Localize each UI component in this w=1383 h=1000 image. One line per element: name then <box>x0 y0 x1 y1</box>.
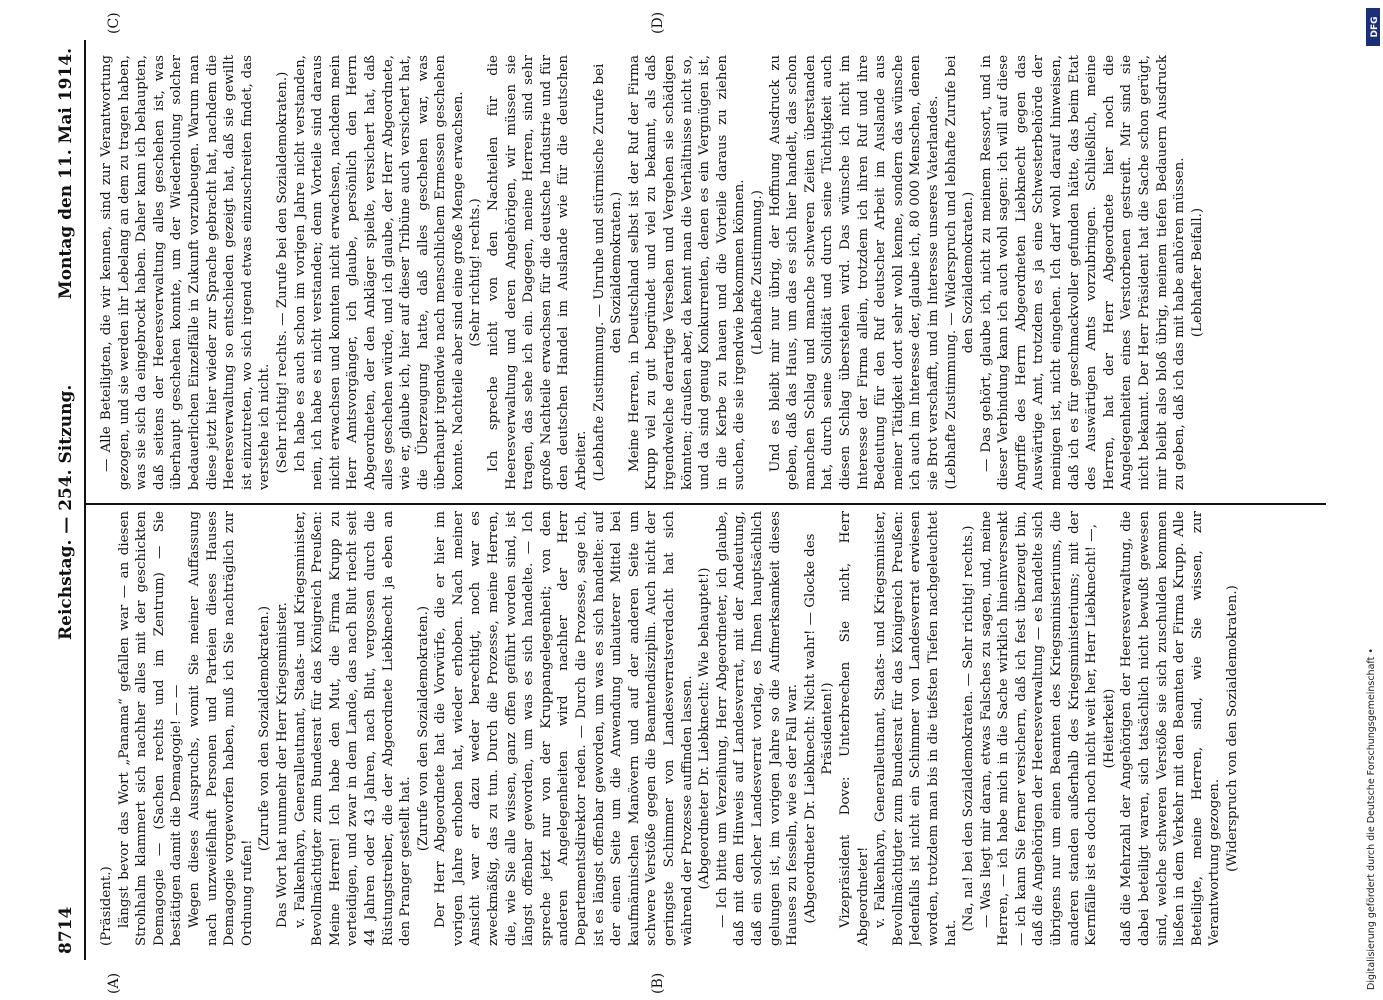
paragraph: (Na, na! bei den Sozialdemokraten. — Sehr richtig! rechts.) <box>961 525 977 932</box>
rotated-newspaper-page <box>50 11 1340 994</box>
paragraph: Ich spreche nicht von den Nachteilen für die Heeresverwaltung und deren Angehörigen, wir müssen sie tragen, das sehe ich ein. Dagegen, meine Herren, sind sehr große Nachteile erwachsen für die deutsche Industrie und für den deutschen Handel im Auslande wie für die deutschen Arbeiter. <box>486 55 590 490</box>
paragraph: (Zurufe von den Sozialdemokraten.) <box>257 605 273 852</box>
margin-letter-d: (D) <box>650 11 666 34</box>
dfg-logo-text: DFG <box>1370 16 1380 38</box>
paragraph: (Zurufe von den Sozialdemokraten.) <box>415 605 431 852</box>
left-text-column <box>98 511 1323 946</box>
dfg-logo <box>1366 8 1380 46</box>
paragraph: v. Falkenhayn, Generalleutnant, Staats- und Kriegsminister, Bevollmächtigter zum Bundesrat für das Königreich Preußen: Meine Herren! Ich habe den Mut, die Firma Krupp zu verteidigen, und zwar in dem Lande, das nach Blut riecht seit 44 Jahren oder 43 Jahren, nach Blut, vergossen durch die Rüstungstreiber, die der Abgeordnete Liebknecht ja eben an den Pranger gestellt hat. <box>292 511 414 946</box>
paragraph: v. Falkenhayn, Generalleutnant, Staats- und Kriegsminister, Bevollmächtigter zum Bundesrat für das Königreich Preußen: Jedenfalls ist nicht ein Schimmer von Landesverrat erwiesen worden, trotzdem man bis in die tiefsten Tiefen nachgeleuchtet hat. <box>873 511 959 946</box>
right-text-column <box>98 55 1323 490</box>
paragraph: Ich habe es auch schon im vorigen Jahre nicht verstanden, nein, ich habe es nicht verstanden; denn Vorteile sind daraus nicht erwachsen und konnten nicht erwachsen, nachdem mein Herr Amtsvorgänger, ich glaube, persönlich den Herrn Abgeordneten, der den Ankläger spielte, versichert hat, daß alles geschehen würde, und ich glaube, der Herr Abgeordnete, wie er, glaube ich, hier auf dieser Tribüne auch versichert hat, die Überzeugung hatte, daß alles geschehen war, was überhaupt irgendwie nach menschlichem Ermessen geschehen konnte. Nachteile aber sind eine große Menge erwachsen. <box>292 55 466 490</box>
paragraph: (Lebhafter Beifall.) <box>1189 207 1205 338</box>
margin-letter-a: (A) <box>106 972 122 994</box>
paragraph: — Das gehört, glaube ich, nicht zu meinem Ressort, und in dieser Verbindung kann ich auch wohl sagen: ich will auf diese Angriffe des Herrn Abgeordneten Liebknecht gegen das Auswärtige Amt, trotzdem es ja eine Schwesterbehörde der meinigen ist, nicht eingehen. Ich darf wohl darauf hinweisen, daß ich es für geschmackvoller gefunden hätte, das beim Etat des Auswärtigen Amts vorzubringen. Schließlich, meine Herren, hat der Herr Abgeordnete hier noch die Angelegenheiten eines Verstorbenen gestreift. Mir sind sie nicht bekannt. Der Herr Präsident hat die Sache schon gerügt, mir bleibt also bloß übrig, meinem tiefen Bedauern Ausdruck zu geben, daß ich das mit habe anhören müssen. <box>978 55 1188 490</box>
header-rule <box>84 40 86 960</box>
paragraph: (Präsident.) <box>99 866 114 946</box>
paragraph: (Abgeordneter Dr. Liebknecht: Nicht wahr! — Glocke des Präsidenten!) <box>802 533 836 924</box>
paragraph: Der Herr Abgeordnete hat die Vorwürfe, die er hier im vorigen Jahre erhoben hat, wieder erhoben. Nach meiner Ansicht war er dazu weder berechtigt, noch war es zweckmäßig, das zu tun. Durch die Prozesse, meine Herren, die, wie Sie alle wissen, ganz offen geführt worden sind, ist längst offenbar geworden, um was es sich handelte. — Ich spreche jetzt nur von der Kruppangelegenheit; von den anderen Angelegenheiten wird nachher der Herr Departementsdirektor reden. — Durch die Prozesse, sage ich, ist es längst offenbar geworden, um was es sich handelte: auf der einen Seite um die Anwendung unlauterer Mittel bei kaufmännischen Manövern und auf der anderen Seite um schwere Verstöße gegen die Beamtendisziplin. Auch nicht der geringste Schimmer von Landesverratsverdacht hat sich während der Prozesse auffinden lassen. <box>433 511 695 946</box>
paragraph: längst bevor das Wort „Panama“ gefallen war — an diesen Strohhalm klammert sich nachher alles mit der geschickten Demagogie — (Sachen rechts und im Zentrum) — Sie bestätigen damit die Demagogie! — — <box>116 511 185 946</box>
paragraph: (Lebhafte Zustimmung. — Widerspruch und lebhafte Zurufe bei den Sozialdemokraten.) <box>943 55 977 490</box>
paragraph: Vizepräsident Dove: Unterbrechen Sie nicht, Herr Abgeordneter! <box>837 511 871 946</box>
paragraph: — Alle Beteiligten, die wir kennen, sind zur Verantwortung gezogen, und sie werden ihr Lebelang an dem zu tragen haben, was sie sich da eingebrockt haben. Daher kann ich behaupten, daß seitens der Heeresverwaltung alles geschehen ist, was überhaupt geschehen konnte, um der Wiederholung solcher bedauerlichen Einzelfälle in Zukunft vorzubeugen. Warum man diese jetzt hier wieder zur Sprache gebracht hat, nachdem die Heeresverwaltung so entschieden gezeigt hat, daß sie gewillt ist einzutreten, wo sich irgend etwas einzuschreiten findet, das verstehe ich nicht. <box>99 55 273 490</box>
paragraph: Meine Herren, in Deutschland selbst ist der Ruf der Firma Krupp viel zu gut begründet und viel zu bekannt, als daß irgendwelche derartige Versehen und Vergehen sie schädigen könnten; draußen aber, da kennt man die Verhältnisse nicht so, und da sind genug Konkurrenten, denen es ein Vergnügen ist, in die Kerbe zu hauen und die Vorteile daraus zu ziehen suchen, die sie irgendwie bekommen können. <box>626 55 748 490</box>
paragraph: (Widerspruch von den Sozialdemokraten.) <box>1225 585 1240 872</box>
paragraph: (Sehr richtig! rechts.) <box>468 198 484 347</box>
paragraph: (Lebhafte Zustimmung.) <box>749 190 765 355</box>
page-number: 8714 <box>56 906 76 954</box>
paragraph: — Was liegt mir daran, etwas Falsches zu sagen, und, meine Herren, — ich habe mich in die Sache wirklich hineinversenkt — ich kann Sie ferner versichern, daß ich fest überzeugt bin, daß die Angehörigen der Heeresverwaltung — es handelte sich übrigens nur um einen Beamten des Kriegsministeriums, die anderen standen außerhalb des Kriegsministeriums; mit der Kernfälle ist es doch noch nicht weit her, Herr Liebknecht! —, <box>978 511 1100 946</box>
paragraph: (Sehr richtig! rechts. — Zurufe bei den Sozialdemokraten.) <box>274 71 290 474</box>
column-divider <box>86 504 1326 506</box>
paragraph: (Lebhafte Zustimmung. — Unruhe und stürmische Zurufe bei den Sozialdemokraten.) <box>591 63 625 482</box>
margin-letter-b: (B) <box>650 972 666 994</box>
page-header <box>50 40 80 960</box>
paragraph: Und es bleibt mir nur übrig, der Hoffnung Ausdruck zu geben, daß das Haus, um das es sich hier handelt, das schon manchen Schlag und manche schweren Zeiten überstanden hat, durch seine Solidität und durch seine Tüchtigkeit auch diesen Schlag überstehen wird. Das wünsche ich nicht im Interesse der Firma allein, trotzdem ich ihren Ruf und ihre Bedeutung für den Ruf deutscher Arbeit im Auslande aus meiner Tätigkeit dort sehr wohl kenne, sondern das wünsche ich auch im Interesse der, glaube ich, 80 000 Menschen, denen sie Brot verschafft, und im Interesse unseres Vaterlandes. <box>767 55 941 490</box>
session-date: Montag den 11. Mai 1914. <box>56 48 76 300</box>
digitization-credit: Digitalisierung gefördert durch die Deutsche Forschungsgemeinschaft • <box>1366 648 1377 990</box>
paragraph: Wegen dieses Ausspruchs, womit Sie meiner Auffassung nach unzweifelhaft Personen und Parteien dieses Hauses Demagogie vorgeworfen haben, muß ich Sie nachträglich zur Ordnung rufen! <box>186 511 255 946</box>
session-title: Reichstag. — 254. Sitzung. <box>56 384 76 640</box>
paragraph: (Heiterkeit) <box>1101 688 1117 769</box>
paragraph: daß die Mehrzahl der Angehörigen der Heeresverwaltung, die dabei beteiligt waren, sich tatsächlich nicht bewußt gewesen sind, welche schweren Verstöße sie sich zuschulden kommen ließen in dem Verkehr mit den Beamten der Firma Krupp. Alle Beteiligte, meine Herren, sind, wie Sie wissen, zur Verantwortung gezogen. <box>1119 511 1223 946</box>
paragraph: Das Wort hat nunmehr der Herr Kriegsminister. <box>274 602 290 928</box>
paragraph: — Ich bitte um Verzeihung, Herr Abgeordneter, ich glaube, daß mit dem Hinweis auf Landesverrat, mit der Andeutung, daß ein solcher Landesverrat vorlag, es Ihnen hauptsächlich gelungen ist, im vorigen Jahre so die Aufmerksamkeit dieses Hauses zu fesseln, wie es der Fall war. <box>714 511 801 946</box>
margin-letter-c: (C) <box>106 12 122 34</box>
paragraph: (Abgeordneter Dr. Liebknecht: Wie behauptet!) <box>697 567 713 890</box>
